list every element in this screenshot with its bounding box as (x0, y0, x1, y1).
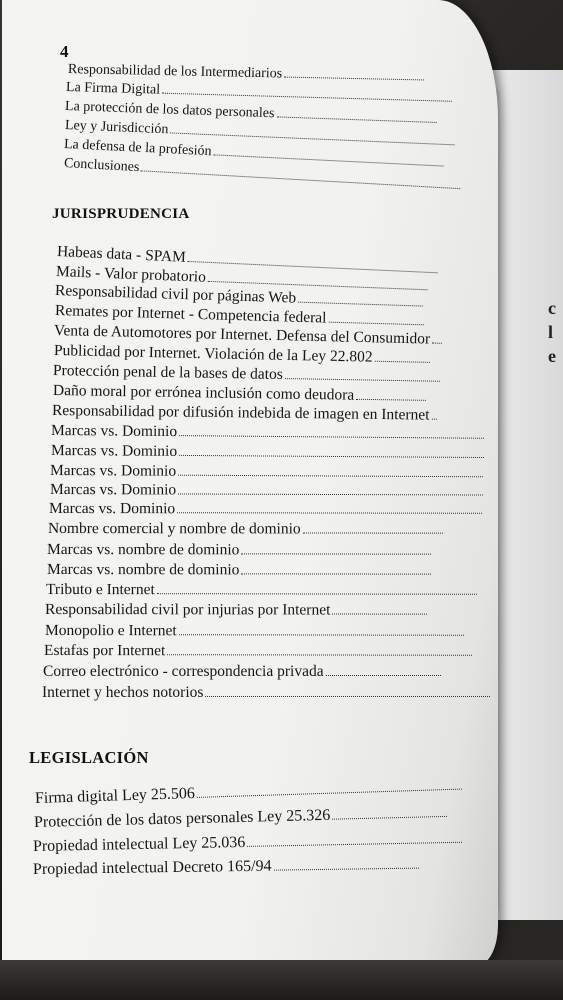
toc-entry: Tributo e Internet (46, 581, 477, 600)
toc-entry: Estafas por Internet (44, 642, 472, 661)
toc-entry: Remates por Internet - Competencia federal (55, 302, 424, 330)
toc-entry: Monopolio e Internet (45, 622, 464, 641)
toc-entry: Responsabilidad de los Intermediarios (68, 62, 424, 85)
toc-entry: Marcas vs. nombre de dominio (47, 561, 431, 580)
toc-entry: Marcas vs. Dominio (50, 481, 483, 501)
toc-entry: Ley y Jurisdicción (65, 118, 456, 150)
toc-entry: Protección penal de la bases de datos (53, 362, 440, 387)
toc-entry: Marcas vs. Dominio (51, 422, 484, 444)
toc-entry: Conclusiones (64, 156, 462, 194)
toc-entry: Propiedad intelectual Decreto 165/94 (33, 856, 419, 879)
toc-entry: Daño moral por errónea inclusión como deudora (53, 382, 427, 406)
toc-entry: La Firma Digital (66, 80, 452, 107)
toc-entry: Marcas vs. Dominio (51, 442, 484, 463)
section-title: JURISPRUDENCIA (52, 206, 190, 222)
background-book-glyph: e (548, 346, 556, 366)
toc-entry: Habeas data - SPAM (57, 243, 438, 278)
toc-entry: Correo electrónico - correspondencia privada (43, 663, 441, 681)
toc-entry: Marcas vs. Dominio (49, 500, 482, 519)
page-number: 4 (60, 42, 69, 61)
toc-entry: Responsabilidad civil por injurias por Internet (45, 601, 427, 620)
toc-entry: Protección de los datos personales Ley 25.326 (34, 804, 448, 832)
book-page (2, 0, 498, 965)
background-book-glyph: l (548, 322, 554, 342)
toc-entry: Firma digital Ley 25.506 (35, 777, 462, 808)
toc-entry: Venta de Automotores por Internet. Defensa del Consumidor (54, 322, 443, 349)
toc-entry: Responsabilidad por difusión indebida de imagen en Internet (52, 402, 437, 425)
background-book-glyph: c (548, 298, 556, 318)
table-surface (0, 960, 563, 1000)
toc-entry: Mails - Valor probatorio (56, 263, 428, 295)
section-title: LEGISLACIÓN (29, 748, 149, 767)
toc-entry: La defensa de la profesión (64, 137, 444, 172)
toc-entry: Internet y hechos notorios (42, 684, 490, 702)
toc-entry: Propiedad intelectual Ley 25.036 (33, 830, 463, 856)
toc-entry: Marcas vs. Dominio (50, 462, 483, 482)
toc-entry: Responsabilidad civil por páginas Web (55, 282, 424, 312)
toc-entry: Publicidad por Internet. Violación de la Ley 22.802 (54, 342, 430, 368)
toc-entry: La protección de los datos personales (65, 99, 437, 128)
toc-entry: Marcas vs. nombre de dominio (47, 541, 431, 560)
toc-entry: Nombre comercial y nombre de dominio (48, 520, 443, 539)
